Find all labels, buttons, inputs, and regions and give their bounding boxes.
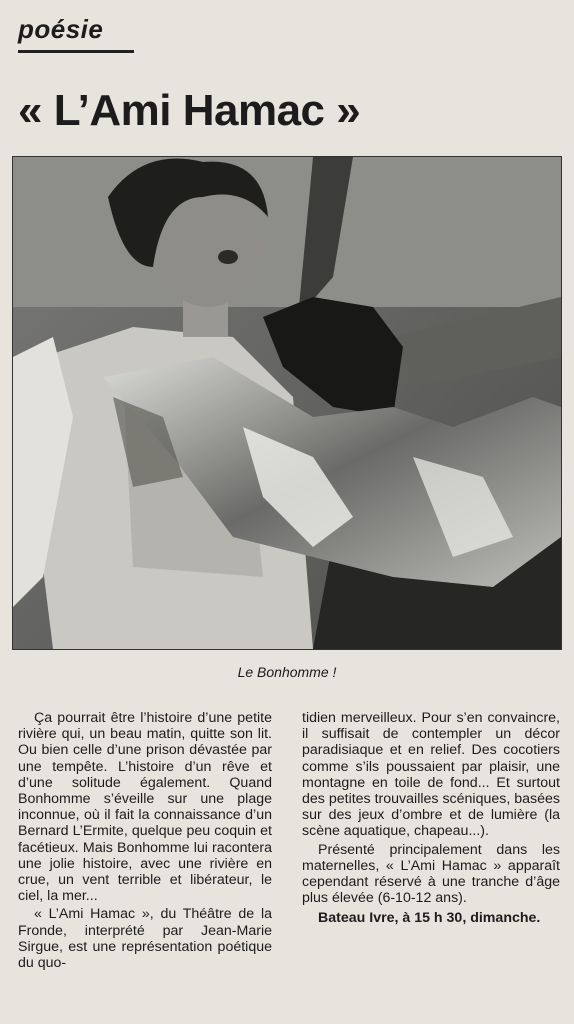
article-column-left (18, 710, 272, 971)
article-column-right (302, 710, 560, 927)
performer-photo (12, 156, 562, 650)
article-paragraph: « L’Ami Hamac », du Théâtre de la Fronde, interprété par Jean-Marie Sirgue, est une représentation poétique du quo- (18, 906, 272, 972)
article-paragraph: Présenté principalement dans les maternelles, « L’Ami Hamac » apparaît cependant réservé à une tranche d’âge plus élevée (6-10-12 ans). (302, 841, 560, 907)
event-info: Bateau Ivre, à 15 h 30, dimanche. (318, 910, 541, 927)
section-label: poésie (18, 14, 104, 44)
photo-caption: Le Bonhomme ! (237, 664, 337, 680)
article-paragraph: tidien merveilleux. Pour s’en convaincre, il suffisait de contempler un décor paradisiaque et en relief. Des cocotiers comme s’ils poussaient par plaisir, une montagne en toile de fond... Et surtout des petites trouvailles scéniques, basées sur des jeux d’ombre et de lumière (la scène aquatique, chapeau...). (302, 710, 560, 840)
photo-illustration (13, 157, 561, 649)
article-paragraph: Ça pourrait être l’histoire d’une petite rivière qui, un beau matin, quitte son lit. Ou bien celle d’une prison dévastée par une tempête. L’histoire d’un rêve et d’une solitude également. Quand Bonhomme s’éveille sur une plage inconnue, où il fait la connaissance d’un Bernard L’Ermite, quelque peu coquin et facétieux. Mais Bonhomme lui racontera une jolie histoire, avec une rivière en crue, un vent terrible et libérateur, le ciel, la mer... (18, 710, 272, 905)
section-underline (18, 50, 134, 53)
headline: « L’Ami Hamac » (18, 86, 361, 135)
